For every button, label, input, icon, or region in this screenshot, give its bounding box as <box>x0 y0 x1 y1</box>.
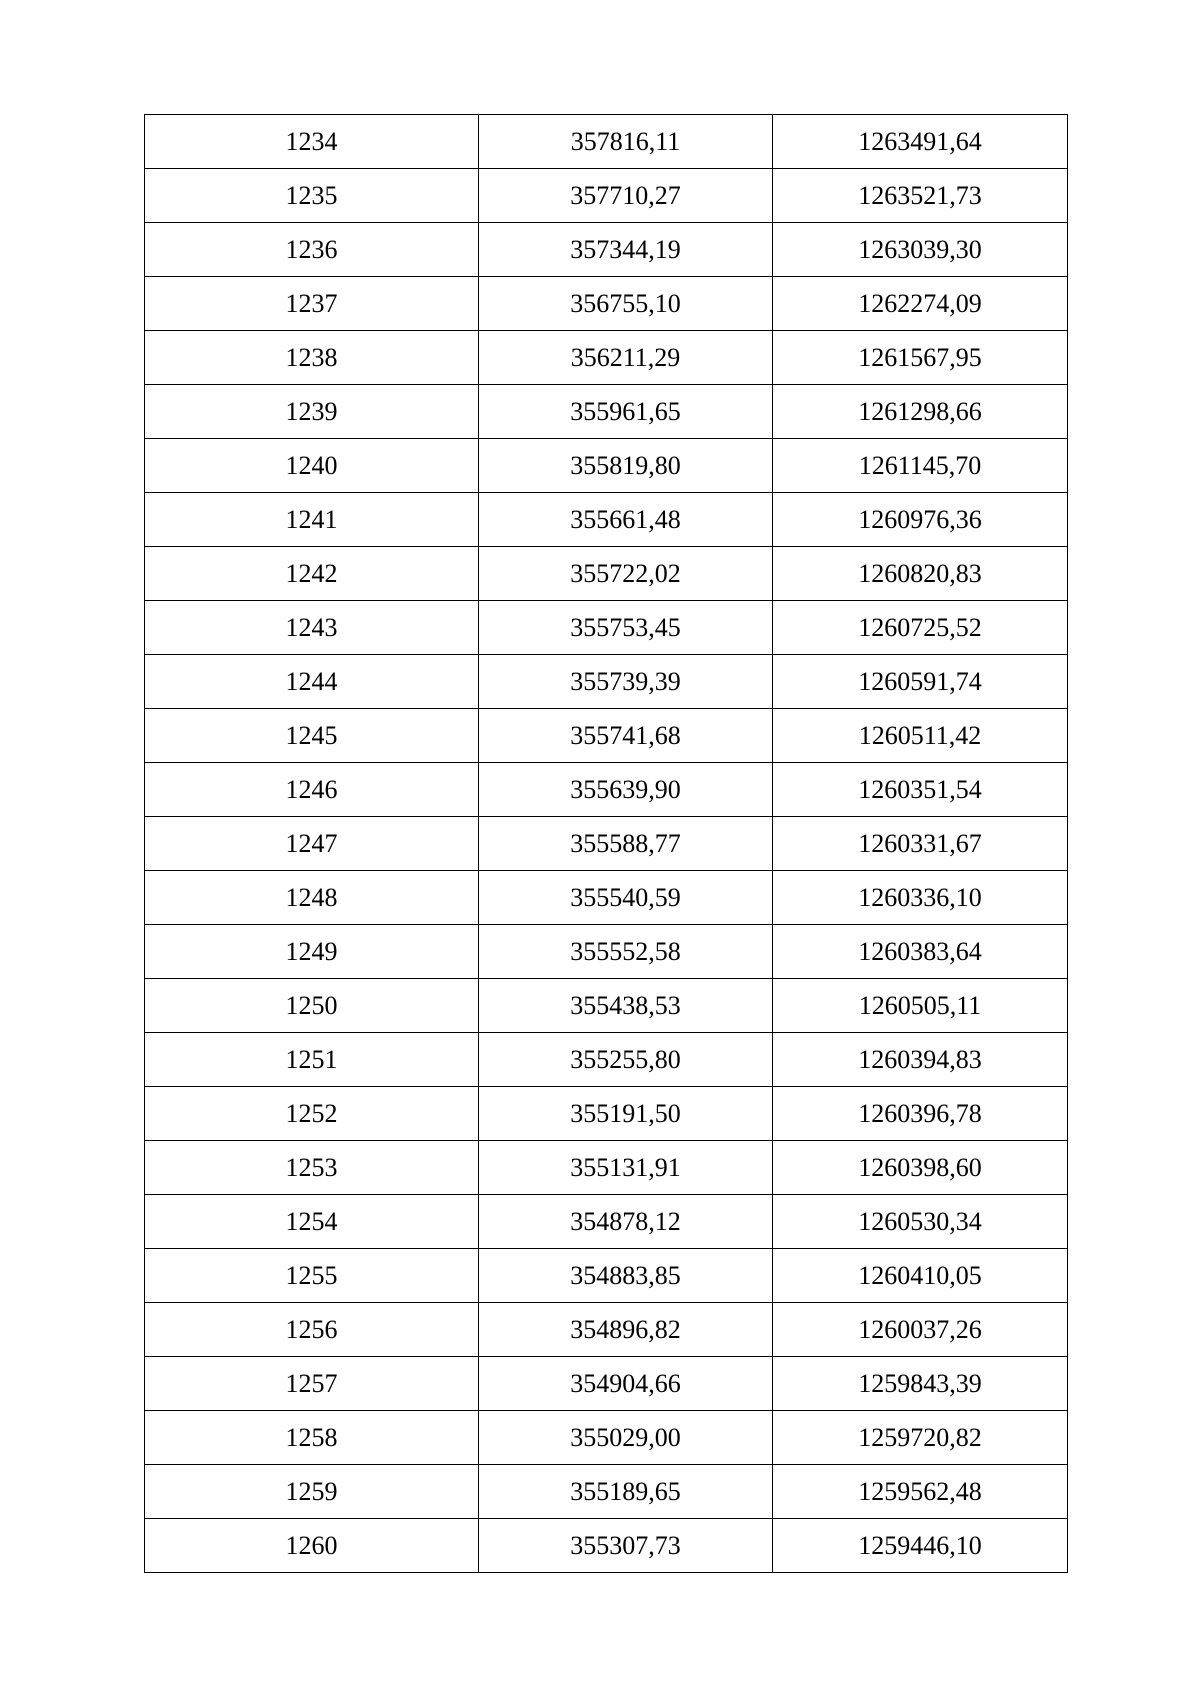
point-number-cell: 1241 <box>145 493 479 547</box>
x-coordinate-cell: 357816,11 <box>479 115 773 169</box>
table-row <box>145 817 1068 871</box>
x-coordinate-cell: 355191,50 <box>479 1087 773 1141</box>
table-row <box>145 1357 1068 1411</box>
point-number-cell: 1235 <box>145 169 479 223</box>
point-number-cell: 1234 <box>145 115 479 169</box>
table-row <box>145 223 1068 277</box>
point-number-cell: 1250 <box>145 979 479 1033</box>
y-coordinate-cell: 1260394,83 <box>773 1033 1068 1087</box>
y-coordinate-cell: 1263491,64 <box>773 115 1068 169</box>
x-coordinate-cell: 355753,45 <box>479 601 773 655</box>
point-number-cell: 1252 <box>145 1087 479 1141</box>
table-row <box>145 925 1068 979</box>
x-coordinate-cell: 354878,12 <box>479 1195 773 1249</box>
point-number-cell: 1242 <box>145 547 479 601</box>
x-coordinate-cell: 355588,77 <box>479 817 773 871</box>
y-coordinate-cell: 1260511,42 <box>773 709 1068 763</box>
point-number-cell: 1249 <box>145 925 479 979</box>
x-coordinate-cell: 355438,53 <box>479 979 773 1033</box>
point-number-cell: 1236 <box>145 223 479 277</box>
table-row <box>145 1087 1068 1141</box>
x-coordinate-cell: 355552,58 <box>479 925 773 979</box>
x-coordinate-cell: 357344,19 <box>479 223 773 277</box>
x-coordinate-cell: 355255,80 <box>479 1033 773 1087</box>
table-row <box>145 277 1068 331</box>
point-number-cell: 1247 <box>145 817 479 871</box>
x-coordinate-cell: 355741,68 <box>479 709 773 763</box>
x-coordinate-cell: 355639,90 <box>479 763 773 817</box>
point-number-cell: 1243 <box>145 601 479 655</box>
table-row <box>145 493 1068 547</box>
point-number-cell: 1248 <box>145 871 479 925</box>
y-coordinate-cell: 1263039,30 <box>773 223 1068 277</box>
table-row <box>145 385 1068 439</box>
x-coordinate-cell: 355307,73 <box>479 1519 773 1573</box>
table-row <box>145 1141 1068 1195</box>
y-coordinate-cell: 1260383,64 <box>773 925 1068 979</box>
point-number-cell: 1240 <box>145 439 479 493</box>
x-coordinate-cell: 355029,00 <box>479 1411 773 1465</box>
table-row <box>145 871 1068 925</box>
y-coordinate-cell: 1260336,10 <box>773 871 1068 925</box>
point-number-cell: 1254 <box>145 1195 479 1249</box>
x-coordinate-cell: 355961,65 <box>479 385 773 439</box>
x-coordinate-cell: 355819,80 <box>479 439 773 493</box>
point-number-cell: 1244 <box>145 655 479 709</box>
y-coordinate-cell: 1261298,66 <box>773 385 1068 439</box>
y-coordinate-cell: 1260037,26 <box>773 1303 1068 1357</box>
table-row <box>145 601 1068 655</box>
y-coordinate-cell: 1259446,10 <box>773 1519 1068 1573</box>
y-coordinate-cell: 1260410,05 <box>773 1249 1068 1303</box>
table-row <box>145 169 1068 223</box>
y-coordinate-cell: 1259562,48 <box>773 1465 1068 1519</box>
point-number-cell: 1257 <box>145 1357 479 1411</box>
table-row <box>145 1195 1068 1249</box>
y-coordinate-cell: 1260505,11 <box>773 979 1068 1033</box>
point-number-cell: 1258 <box>145 1411 479 1465</box>
x-coordinate-cell: 354883,85 <box>479 1249 773 1303</box>
y-coordinate-cell: 1262274,09 <box>773 277 1068 331</box>
y-coordinate-cell: 1260398,60 <box>773 1141 1068 1195</box>
table-row <box>145 1411 1068 1465</box>
y-coordinate-cell: 1260351,54 <box>773 763 1068 817</box>
table-row <box>145 763 1068 817</box>
y-coordinate-cell: 1260396,78 <box>773 1087 1068 1141</box>
x-coordinate-cell: 355189,65 <box>479 1465 773 1519</box>
table-row <box>145 709 1068 763</box>
y-coordinate-cell: 1260591,74 <box>773 655 1068 709</box>
y-coordinate-cell: 1260820,83 <box>773 547 1068 601</box>
x-coordinate-cell: 354896,82 <box>479 1303 773 1357</box>
point-number-cell: 1245 <box>145 709 479 763</box>
x-coordinate-cell: 355739,39 <box>479 655 773 709</box>
y-coordinate-cell: 1259720,82 <box>773 1411 1068 1465</box>
point-number-cell: 1239 <box>145 385 479 439</box>
table-row <box>145 1465 1068 1519</box>
coordinates-table-body <box>145 115 1068 1573</box>
x-coordinate-cell: 356755,10 <box>479 277 773 331</box>
point-number-cell: 1253 <box>145 1141 479 1195</box>
y-coordinate-cell: 1261567,95 <box>773 331 1068 385</box>
table-row <box>145 655 1068 709</box>
point-number-cell: 1238 <box>145 331 479 385</box>
x-coordinate-cell: 356211,29 <box>479 331 773 385</box>
x-coordinate-cell: 355540,59 <box>479 871 773 925</box>
point-number-cell: 1260 <box>145 1519 479 1573</box>
table-row <box>145 439 1068 493</box>
x-coordinate-cell: 355131,91 <box>479 1141 773 1195</box>
y-coordinate-cell: 1260530,34 <box>773 1195 1068 1249</box>
point-number-cell: 1237 <box>145 277 479 331</box>
y-coordinate-cell: 1260725,52 <box>773 601 1068 655</box>
table-row <box>145 1249 1068 1303</box>
y-coordinate-cell: 1261145,70 <box>773 439 1068 493</box>
table-row <box>145 979 1068 1033</box>
table-row <box>145 1519 1068 1573</box>
point-number-cell: 1255 <box>145 1249 479 1303</box>
table-row <box>145 1033 1068 1087</box>
table-row <box>145 547 1068 601</box>
y-coordinate-cell: 1259843,39 <box>773 1357 1068 1411</box>
y-coordinate-cell: 1260331,67 <box>773 817 1068 871</box>
point-number-cell: 1251 <box>145 1033 479 1087</box>
point-number-cell: 1246 <box>145 763 479 817</box>
x-coordinate-cell: 354904,66 <box>479 1357 773 1411</box>
y-coordinate-cell: 1263521,73 <box>773 169 1068 223</box>
x-coordinate-cell: 355722,02 <box>479 547 773 601</box>
y-coordinate-cell: 1260976,36 <box>773 493 1068 547</box>
x-coordinate-cell: 357710,27 <box>479 169 773 223</box>
x-coordinate-cell: 355661,48 <box>479 493 773 547</box>
table-row <box>145 331 1068 385</box>
point-number-cell: 1259 <box>145 1465 479 1519</box>
coordinates-table <box>144 114 1068 1573</box>
table-row <box>145 115 1068 169</box>
table-row <box>145 1303 1068 1357</box>
point-number-cell: 1256 <box>145 1303 479 1357</box>
